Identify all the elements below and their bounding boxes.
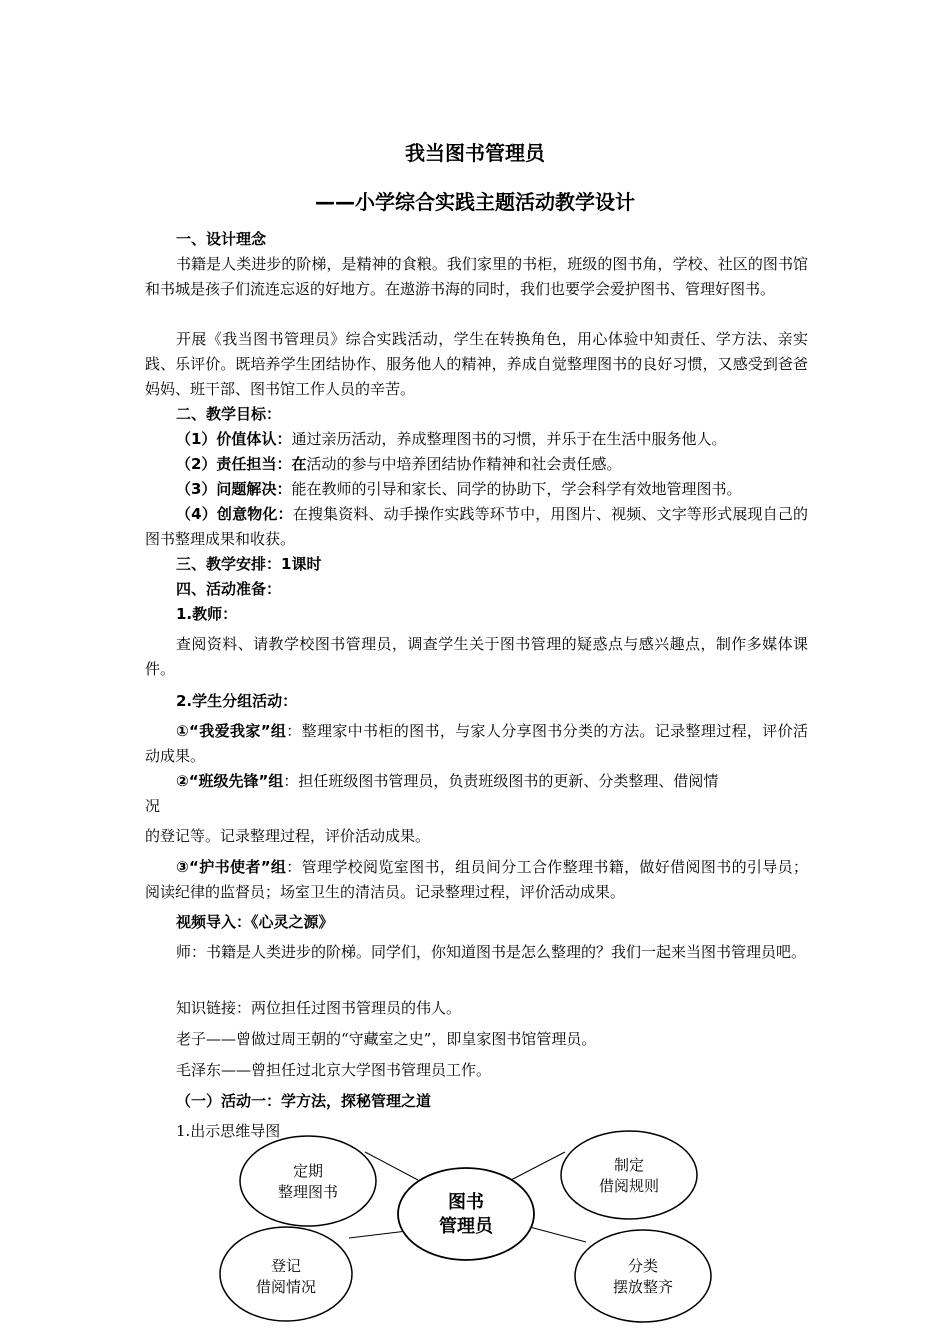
video-label: 视频导入： (176, 913, 252, 931)
node-bottom-right-line-2: 摆放整齐 (612, 1278, 674, 1296)
group-3-text: ：管理学校阅览室图书，组员间分工合作整理书籍，做好借阅图书的引导员；阅读纪律的监督员；场室卫生的清洁员。记录整理过程，评价活动成果。 (145, 858, 808, 901)
connector-bottom-left (349, 1231, 407, 1238)
goal-2-text: 活动的参与中培养团结协作精神和社会责任感。 (306, 455, 622, 473)
teacher-text: 查阅资料、请教学校图书管理员，调查学生关于图书管理的疑惑点与感兴趣点，制作多媒体课件。 (145, 635, 808, 678)
node-top-left-line-2: 整理图书 (277, 1183, 339, 1201)
connector-bottom-right (526, 1226, 586, 1242)
mao-note: 毛泽东——曾担任过北京大学图书管理员工作。 (176, 1061, 492, 1079)
knowledge-link: 知识链接：两位担任过图书管理员的伟人。 (176, 999, 462, 1017)
mindmap-caption: 1.出示思维导图 (176, 1122, 281, 1140)
laozi-note: 老子——曾做过周王朝的“守藏室之史”，即皇家图书馆管理员。 (176, 1030, 597, 1048)
group-2-line-3: 的登记等。记录整理过程，评价活动成果。 (145, 827, 431, 845)
goal-4-text: 在搜集资料、动手操作实践等环节中，用图片、视频、文字等形式展现自己的图书整理成果和收获。 (145, 505, 808, 548)
document-title: 我当图书管理员 (405, 141, 545, 165)
group-1-label: ①“我爱我家”组 (176, 722, 287, 740)
students-heading: 2.学生分组活动： (176, 692, 298, 710)
node-center (398, 1168, 534, 1260)
node-top-right (561, 1131, 697, 1219)
node-top-left (240, 1136, 376, 1226)
goal-1-text: 通过亲历活动，养成整理图书的习惯，并乐于在生活中服务他人。 (291, 430, 727, 448)
goal-3-text: 能在教师的引导和家长、同学的协助下，学会科学有效地管理图书。 (291, 480, 742, 498)
video-title: 《心灵之源》 (251, 913, 334, 931)
group-3-label: ③“护书使者”组 (176, 858, 287, 876)
teacher-heading: 1.教师： (176, 605, 238, 623)
goal-3-label: （3）问题解决： (176, 480, 292, 498)
section-3-heading: 三、教学安排： (176, 555, 282, 573)
node-top-right-line-2: 借阅规则 (598, 1177, 660, 1195)
section-1-paragraph-1: 书籍是人类进步的阶梯，是精神的食粮。我们家里的书柜，班级的图书角，学校、社区的图书馆和书城是孩子们流连忘返的好地方。在遨游书海的同时，我们也要学会爱护图书、管理好图书。 (145, 255, 808, 298)
node-bottom-right-line-1: 分类 (627, 1257, 659, 1275)
group-2-label: ②“班级先锋”组 (176, 772, 284, 790)
section-1-heading: 一、设计理念 (176, 230, 267, 248)
node-center-line-2: 管理员 (439, 1216, 493, 1237)
group-1-text: ：整理家中书柜的图书，与家人分享图书分类的方法。记录整理过程，评价活动成果。 (145, 722, 808, 765)
section-4-heading: 四、活动准备： (176, 580, 282, 598)
node-center-line-1: 图书 (448, 1192, 484, 1213)
node-bottom-left-line-2: 借阅情况 (255, 1278, 317, 1296)
document-subtitle: ——小学综合实践主题活动教学设计 (315, 190, 635, 214)
node-top-left-line-1: 定期 (292, 1162, 324, 1180)
node-bottom-right (575, 1230, 711, 1322)
section-2-heading: 二、教学目标： (176, 405, 282, 423)
section-1-paragraph-2: 开展《我当图书管理员》综合实践活动，学生在转换角色，用心体验中知责任、学方法、亲实践、乐评价。既培养学生团结协作、服务他人的精神，养成自觉整理图书的良好习惯，又感受到爸爸妈妈、班干部、图书馆工作人员的辛苦。 (145, 330, 808, 398)
goal-1-label: （1）价值体认： (176, 430, 292, 448)
teacher-intro: 师：书籍是人类进步的阶梯。同学们，你知道图书是怎么整理的？我们一起来当图书管理员吧。 (176, 943, 807, 961)
activity-1-heading: （一）活动一：学方法，探秘管理之道 (176, 1092, 432, 1110)
node-bottom-left-line-1: 登记 (270, 1257, 302, 1275)
group-2-line-2: 况 (145, 797, 161, 815)
connector-top-right (511, 1152, 565, 1180)
goal-2-bold: 在 (291, 455, 307, 473)
node-top-right-line-1: 制定 (613, 1156, 645, 1174)
goal-4-label: （4）创意物化： (176, 505, 293, 523)
section-3-value: 1课时 (281, 555, 322, 573)
goal-2-label: （2）责任担当： (176, 455, 292, 473)
group-2-text: ：担任班级图书管理员，负责班级图书的更新、分类整理、借阅情 (283, 772, 719, 790)
